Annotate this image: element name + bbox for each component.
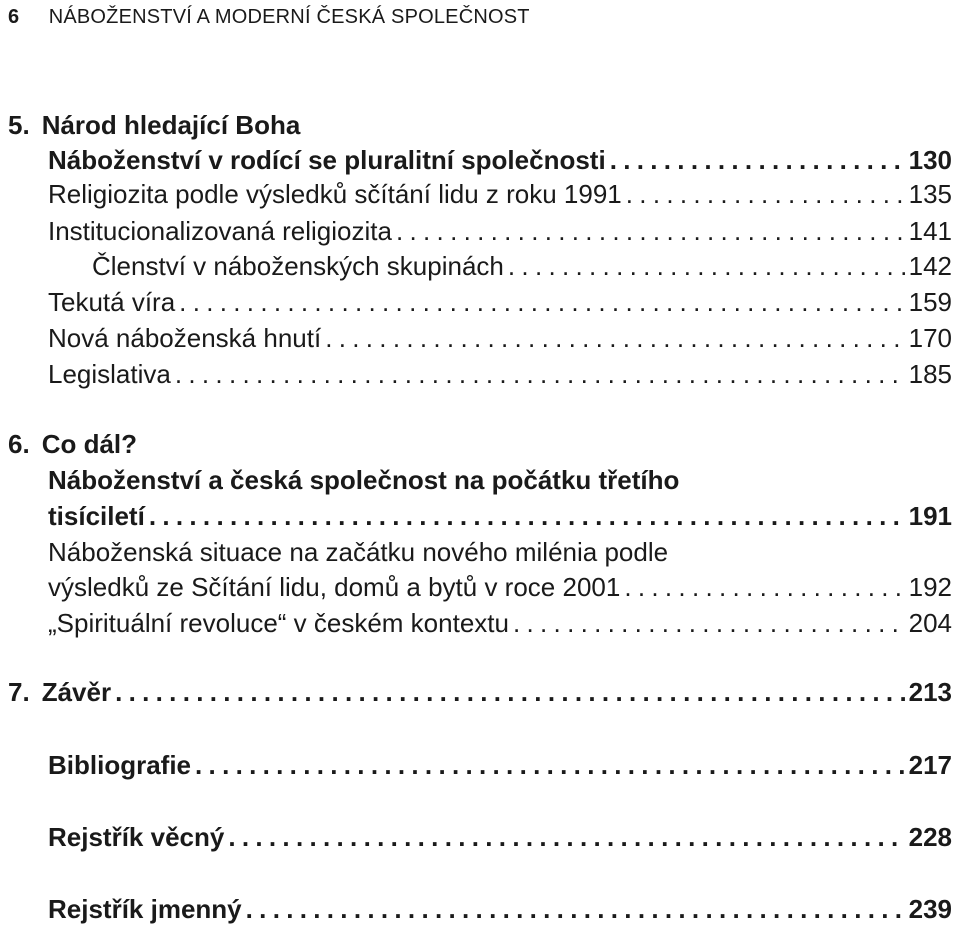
toc-entry-title: Rejstřík věcný xyxy=(48,822,225,852)
dot-leader xyxy=(508,250,905,282)
toc-entry-title: Členství v náboženských skupinách xyxy=(92,251,504,281)
toc-entry-page: 191 xyxy=(908,501,952,531)
dot-leader xyxy=(626,178,905,210)
running-title: NÁBOŽENSTVÍ A MODERNÍ ČESKÁ SPOLEČNOST xyxy=(48,6,530,28)
dot-leader xyxy=(195,749,905,781)
toc-entry-title: „Spirituální revoluce“ v českém kontextu xyxy=(48,608,509,638)
toc-entry-page: 228 xyxy=(908,822,952,852)
toc-entry-title: Rejstřík jmenný xyxy=(48,894,242,924)
toc-entry-title: Religiozita podle výsledků sčítání lidu z roku 1991 xyxy=(48,179,622,209)
toc-entry-page: 159 xyxy=(908,287,952,317)
toc-entry-line-1 xyxy=(48,464,952,496)
toc-entry-title: výsledků ze Sčítání lidu, domů a bytů v roce 2001 xyxy=(48,572,621,602)
toc-entry-page: 213 xyxy=(908,677,952,707)
dot-leader xyxy=(396,215,905,247)
chapter-title: Závěr xyxy=(41,677,112,707)
toc-entry-page: 217 xyxy=(908,750,952,780)
dot-leader xyxy=(228,821,904,853)
toc-entry-page: 141 xyxy=(908,216,952,246)
chapter-title: Národ hledající Boha xyxy=(41,110,301,140)
toc-entry-title: Nová náboženská hnutí xyxy=(48,323,322,353)
toc-entry xyxy=(48,144,952,176)
dot-leader xyxy=(513,607,905,639)
dot-leader xyxy=(175,358,905,390)
toc-entry-page: 239 xyxy=(908,894,952,924)
toc-entry xyxy=(48,178,952,210)
toc-entry-title: Náboženská situace na začátku nového milénia podle xyxy=(48,537,669,567)
toc-entry xyxy=(48,607,952,639)
toc-entry-title: Tekutá víra xyxy=(48,287,176,317)
dot-leader xyxy=(115,676,905,708)
bibliography-entry xyxy=(48,749,952,781)
toc-entry-title: Legislativa xyxy=(48,359,171,389)
toc-entry-line-2 xyxy=(48,500,952,532)
toc-entry-page: 135 xyxy=(908,179,952,209)
chapter-number: 7. xyxy=(8,677,30,707)
chapter-number: 6. xyxy=(8,429,30,459)
toc-entry-title: Náboženství a česká společnost na počátku třetího xyxy=(48,465,680,495)
toc-entry-line-1 xyxy=(48,536,952,568)
toc-entry-title: tisíciletí xyxy=(48,501,145,531)
chapter-title: Co dál? xyxy=(41,429,138,459)
chapter-number: 5. xyxy=(8,110,30,140)
toc-entry-page: 142 xyxy=(908,251,952,281)
toc-entry-line-2 xyxy=(48,571,952,603)
chapter-7-heading xyxy=(8,676,952,708)
toc-subentry xyxy=(92,250,952,282)
toc-entry-title: Bibliografie xyxy=(48,750,192,780)
name-index-entry xyxy=(48,893,952,925)
dot-leader xyxy=(624,571,904,603)
dot-leader xyxy=(610,144,905,176)
page-number: 6 xyxy=(8,6,20,28)
running-header xyxy=(8,4,530,30)
toc-entry xyxy=(48,358,952,390)
toc-entry xyxy=(48,215,952,247)
toc-entry-title: Náboženství v rodící se pluralitní společnosti xyxy=(48,145,606,175)
dot-leader xyxy=(246,893,905,925)
toc-entry-title: Institucionalizovaná religiozita xyxy=(48,216,392,246)
dot-leader xyxy=(149,500,905,532)
toc-entry-page: 185 xyxy=(908,359,952,389)
dot-leader xyxy=(325,322,904,354)
subject-index-entry xyxy=(48,821,952,853)
toc-entry-page: 192 xyxy=(908,572,952,602)
dot-leader xyxy=(179,286,904,318)
chapter-6-heading xyxy=(8,428,952,460)
toc-entry-page: 130 xyxy=(908,145,952,175)
chapter-5-heading xyxy=(8,109,952,141)
toc-entry-page: 170 xyxy=(908,323,952,353)
toc-entry xyxy=(48,322,952,354)
toc-entry xyxy=(48,286,952,318)
toc-entry-page: 204 xyxy=(908,608,952,638)
